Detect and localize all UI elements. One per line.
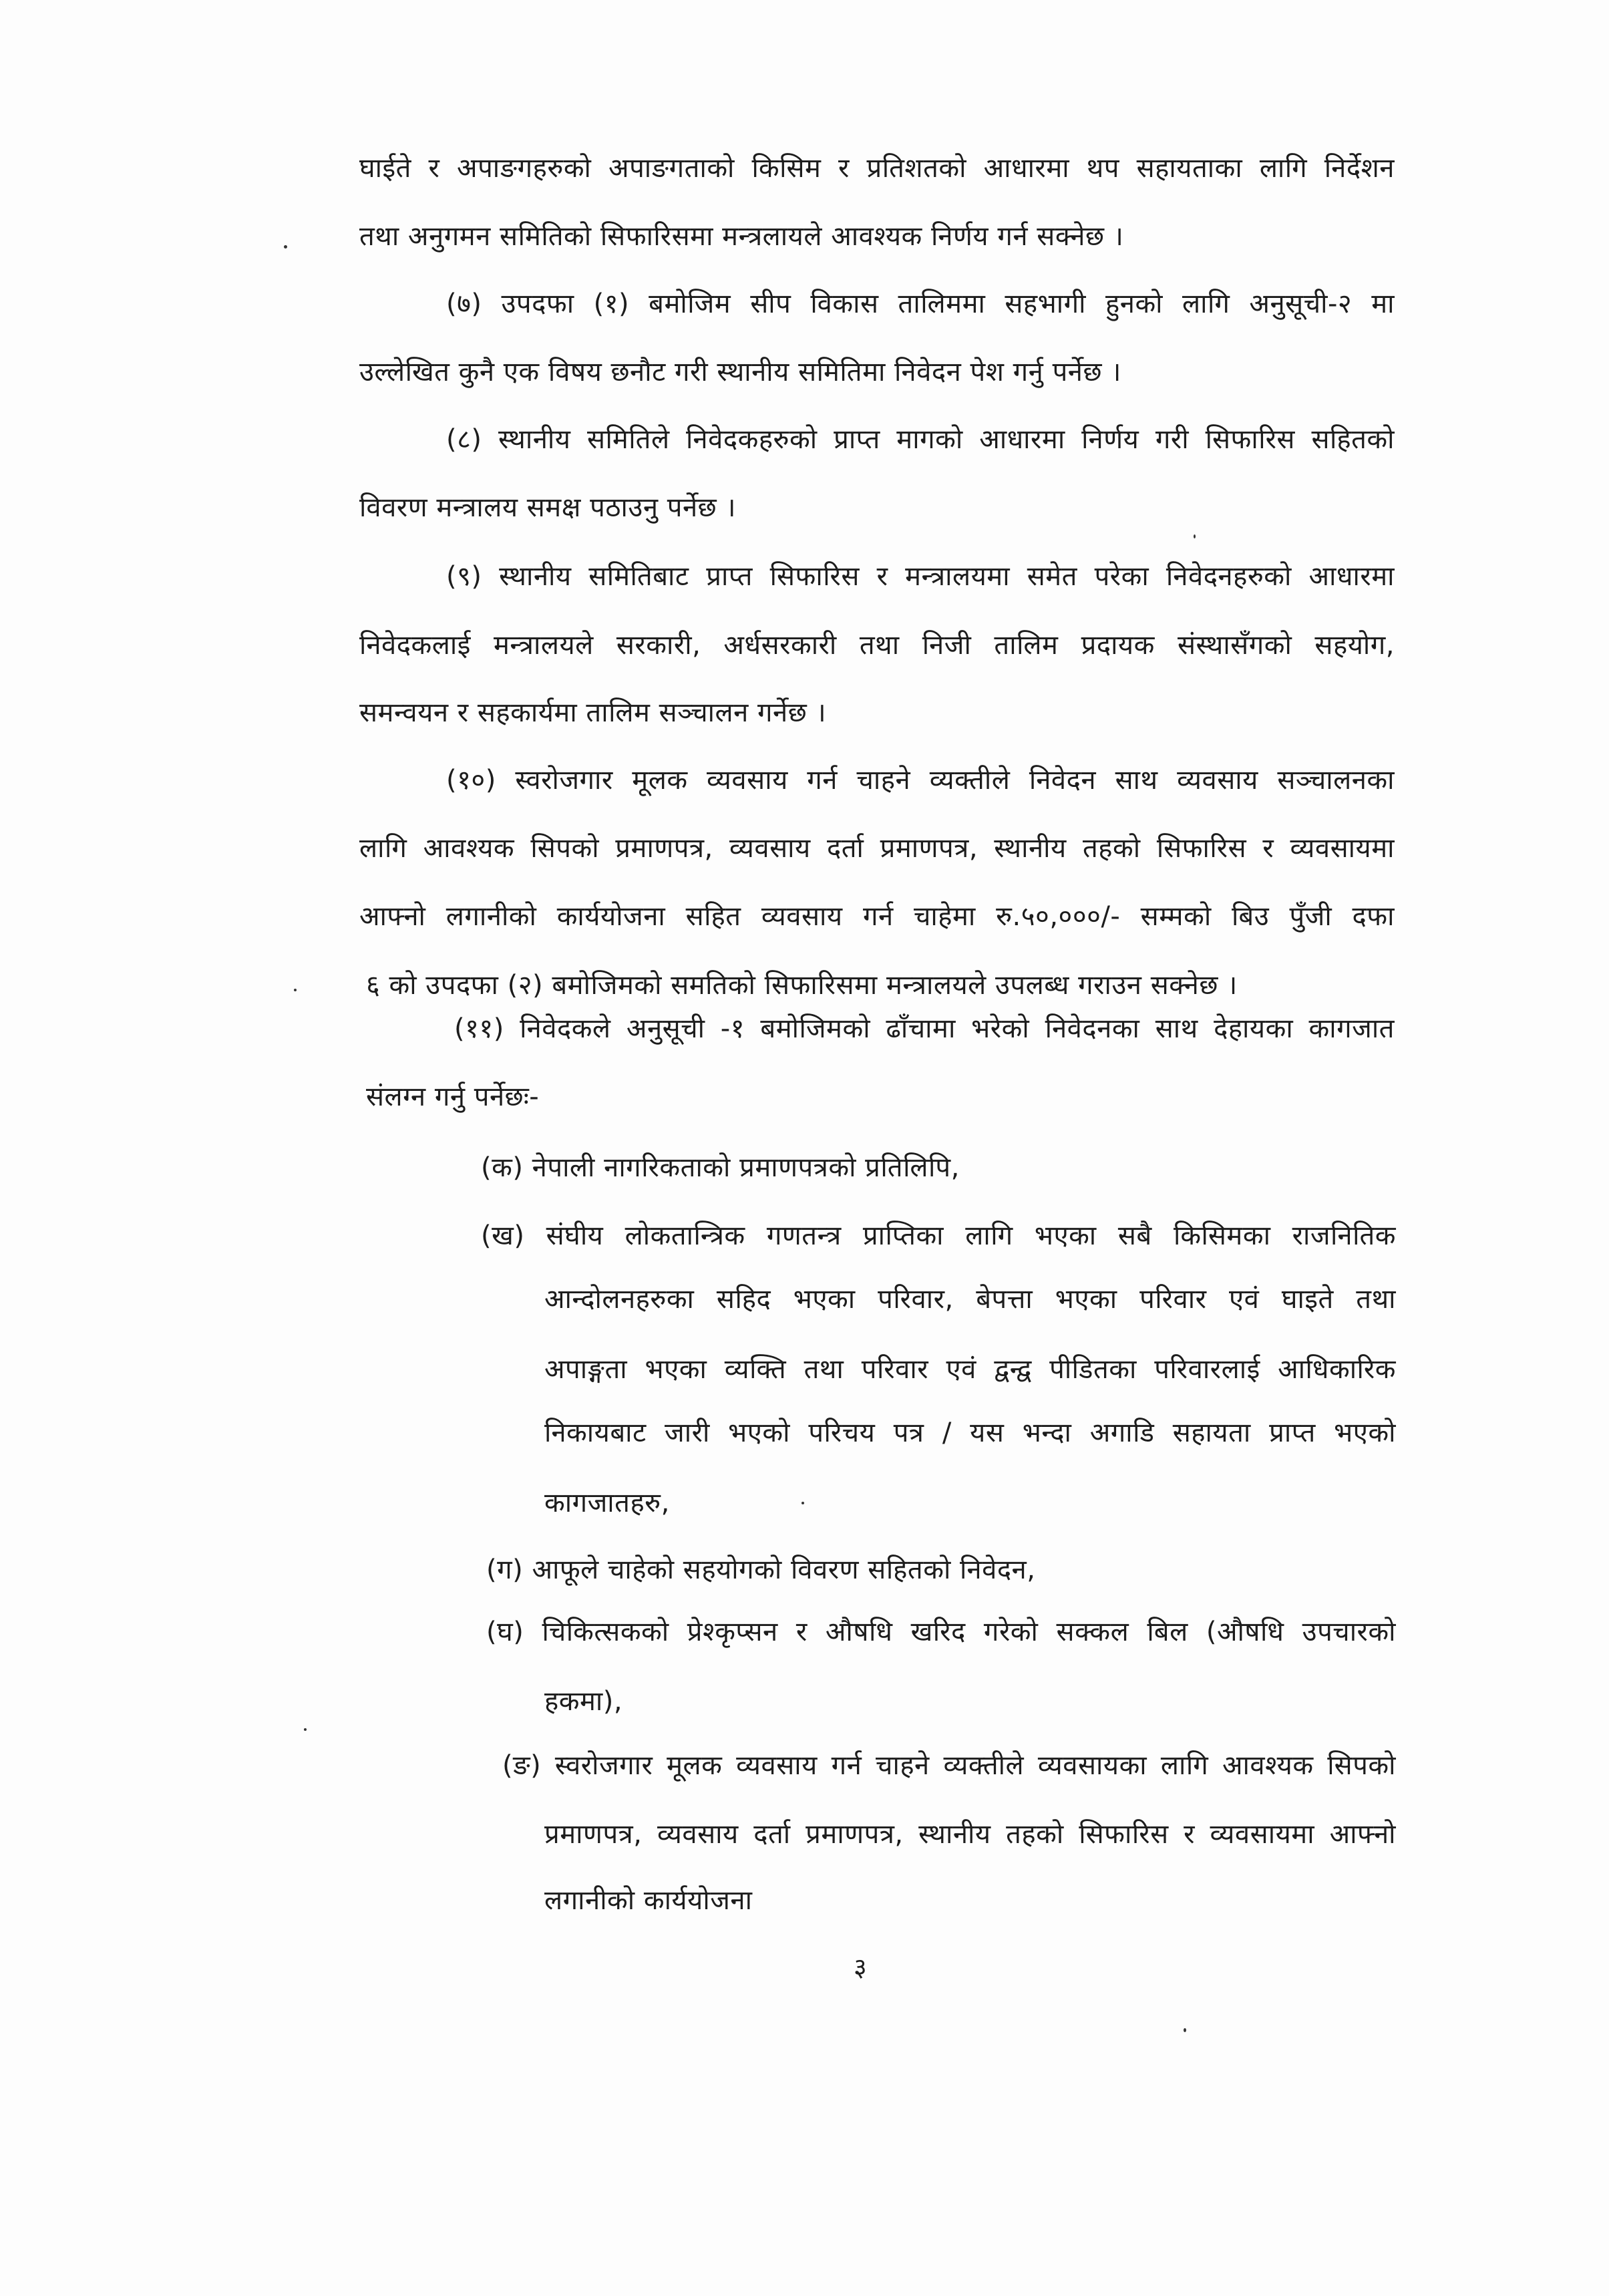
list-item-gha: (घ) चिकित्सकको प्रेश्कृप्सन र औषधि खरिद गरेको सक्कल बिल (औषधि उपचारको [486,1617,1396,1647]
scan-speck [1184,2028,1186,2032]
clause-11-line: संलग्न गर्नु पर्नेछः- [366,1082,540,1112]
clause-8-line: (८) स्थानीय समितिले निवेदकहरुको प्राप्त मागको आधारमा निर्णय गरी सिफारिस सहितको [446,424,1395,455]
clause-9-line: निवेदकलाई मन्त्रालयले सरकारी, अर्धसरकारी तथा निजी तालिम प्रदायक संस्थासँगको सहयोग, [359,630,1395,661]
clause-8-line: विवरण मन्त्रालय समक्ष पठाउनु पर्नेछ । [359,492,737,523]
list-item-kha: आन्दोलनहरुका सहिद भएका परिवार, बेपत्ता भएका परिवार एवं घाइते तथा [544,1284,1396,1315]
list-item-nga: (ङ) स्वरोजगार मूलक व्यवसाय गर्न चाहने व्यक्तीले व्यवसायका लागि आवश्यक सिपको [502,1750,1396,1781]
scan-speck [1194,534,1196,538]
clause-10-line: आफ्नो लगानीको कार्ययोजना सहित व्यवसाय गर्न चाहेमा रु.५०,०००/- सम्मको बिउ पुँजी दफा [359,901,1395,932]
paragraph-line: तथा अनुगमन समितिको सिफारिसमा मन्त्रलायले आवश्यक निर्णय गर्न सक्नेछ । [359,221,1124,252]
page-number: ३ [854,1953,867,1982]
clause-9-line: (९) स्थानीय समितिबाट प्राप्त सिफारिस र मन्त्रालयमा समेत परेका निवेदनहरुको आधारमा [446,561,1395,592]
list-item-kha: निकायबाट जारी भएको परिचय पत्र / यस भन्दा अगाडि सहायता प्राप्त भएको [544,1418,1396,1448]
clause-7-line: उल्लेखित कुनै एक विषय छनौट गरी स्थानीय समितिमा निवेदन पेश गर्नु पर्नेछ । [359,357,1121,387]
clause-10-line: लागि आवश्यक सिपको प्रमाणपत्र, व्यवसाय दर्ता प्रमाणपत्र, स्थानीय तहको सिफारिस र व्यवसायमा [359,833,1395,864]
list-item-nga: प्रमाणपत्र, व्यवसाय दर्ता प्रमाणपत्र, स्थानीय तहको सिफारिस र व्यवसायमा आफ्नो [544,1819,1396,1850]
list-item-kha: कागजातहरु, [544,1488,670,1518]
list-item-kha: अपाङ्गता भएका व्यक्ति तथा परिवार एवं द्वन्द्व पीडितका परिवारलाई आधिकारिक [544,1354,1396,1385]
clause-10-line: (१०) स्वरोजगार मूलक व्यवसाय गर्न चाहने व्यक्तीले निवेदन साथ व्यवसाय सञ्चालनका [446,765,1395,796]
list-item-nga: लगानीको कार्ययोजना [544,1885,753,1916]
list-item-ga: (ग) आफूले चाहेको सहयोगको विवरण सहितको निवेदन, [486,1554,1036,1585]
scan-speck [801,1502,804,1504]
clause-7-line: (७) उपदफा (१) बमोजिम सीप विकास तालिममा सहभागी हुनको लागि अनुसूची-२ मा [446,289,1395,319]
clause-11-line: (११) निवेदकले अनुसूची -१ बमोजिमको ढाँचामा भरेको निवेदनका साथ देहायका कागजात [454,1013,1395,1044]
list-item-ka: (क) नेपाली नागरिकताको प्रमाणपत्रको प्रतिलिपि, [481,1152,960,1183]
scan-speck [294,989,297,991]
paragraph-line: घाईते र अपाङगहरुको अपाङगताको किसिम र प्रतिशतको आधारमा थप सहायताका लागि निर्देशन [359,153,1395,184]
clause-10-line: ६ को उपदफा (२) बमोजिमको समतिको सिफारिसमा मन्त्रालयले उपलब्ध गराउन सक्नेछ । [366,970,1238,1001]
list-item-gha: हकमा), [544,1686,623,1717]
clause-9-line: समन्वयन र सहकार्यमा तालिम सञ्चालन गर्नेछ । [359,697,827,728]
scan-speck [284,245,287,249]
scan-speck [304,1728,307,1731]
list-item-kha: (ख) संघीय लोकतान्त्रिक गणतन्त्र प्राप्तिका लागि भएका सबै किसिमका राजनितिक [481,1220,1396,1251]
